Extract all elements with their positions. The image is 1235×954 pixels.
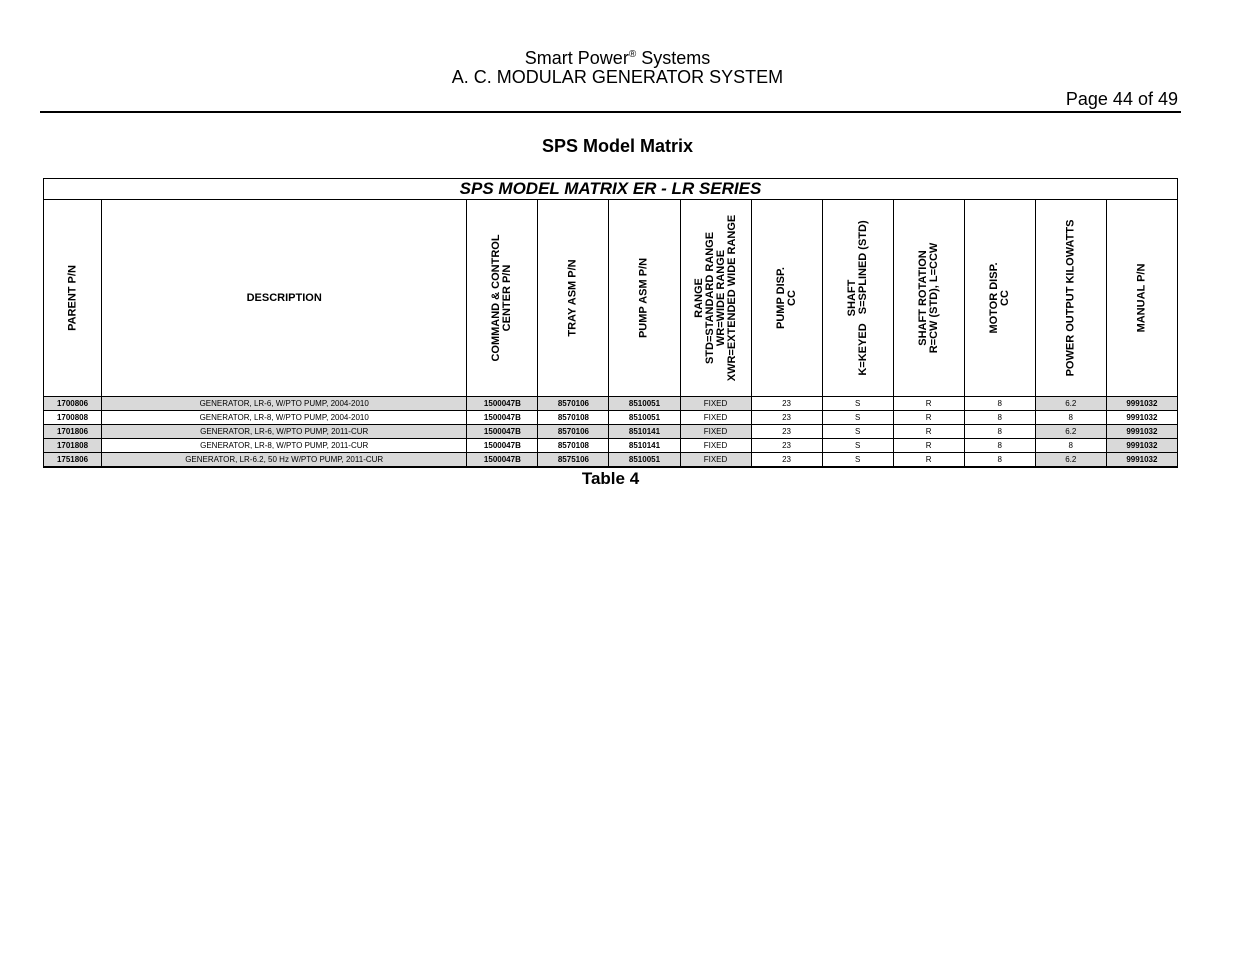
table-cell: 6.2 — [1035, 453, 1106, 468]
table-cell: 6.2 — [1035, 425, 1106, 439]
table-cell: R — [893, 439, 964, 453]
column-header-9 — [964, 200, 1035, 397]
column-header-label: SHAFT ROTATION R=CW (STD), L=CCW — [916, 242, 940, 354]
table-row — [44, 411, 1178, 425]
table-cell: 8570106 — [538, 397, 609, 411]
table-label: Table 4 — [581, 469, 640, 488]
document-title: SPS Model Matrix — [541, 136, 694, 156]
column-header-8 — [893, 200, 964, 397]
column-header-6 — [751, 200, 822, 397]
table-row — [44, 453, 1178, 468]
table-cell: S — [822, 425, 893, 439]
column-header-7 — [822, 200, 893, 397]
table-cell: S — [822, 453, 893, 468]
table-cell: 1500047B — [467, 397, 538, 411]
table-cell: 8 — [1035, 439, 1106, 453]
table-cell: 1701808 — [44, 439, 102, 453]
table-cell: 9991032 — [1106, 411, 1177, 425]
table-row — [44, 397, 1178, 411]
column-header-11 — [1106, 200, 1177, 397]
table-row — [44, 425, 1178, 439]
column-header-label: RANGE STD=STANDARD RANGE WR=WIDE RANGE XWR=EXTENDED WIDE RANGE — [692, 214, 738, 382]
table-cell: FIXED — [680, 425, 751, 439]
column-header-0 — [44, 200, 102, 397]
table-body — [44, 397, 1178, 468]
column-header-5 — [680, 200, 751, 397]
table-cell: 6.2 — [1035, 397, 1106, 411]
table-cell: 23 — [751, 411, 822, 425]
table-cell: S — [822, 397, 893, 411]
column-header-label: PARENT P/N — [66, 265, 79, 331]
table-cell: 1751806 — [44, 453, 102, 468]
column-header-1 — [102, 200, 467, 397]
table-cell: FIXED — [680, 453, 751, 468]
table-cell: 8575106 — [538, 453, 609, 468]
table-cell: 8510051 — [609, 453, 680, 468]
table-cell: S — [822, 439, 893, 453]
table-cell: 8510051 — [609, 397, 680, 411]
table-cell: GENERATOR, LR-8, W/PTO PUMP, 2004-2010 — [102, 411, 467, 425]
header-brand — [0, 45, 1235, 68]
table-cell: 9991032 — [1106, 453, 1177, 468]
table-cell: S — [822, 411, 893, 425]
column-header-10 — [1035, 200, 1106, 397]
table-cell: 8510051 — [609, 411, 680, 425]
table-cell: 8 — [964, 425, 1035, 439]
table-cell: 8 — [1035, 411, 1106, 425]
registered-mark: ® — [628, 49, 637, 60]
table-cell: 1500047B — [467, 411, 538, 425]
table-cell: FIXED — [680, 411, 751, 425]
column-header-3 — [538, 200, 609, 397]
table-cell: 23 — [751, 453, 822, 468]
table-cell: R — [893, 397, 964, 411]
header-subtitle: A. C. MODULAR GENERATOR SYSTEM — [451, 67, 784, 87]
table-cell: 8570108 — [538, 411, 609, 425]
column-header-label: POWER OUTPUT KILOWATTS — [1064, 219, 1077, 377]
table-cell: 8 — [964, 397, 1035, 411]
column-header-label: MOTOR DISP. CC — [987, 262, 1011, 334]
column-header-label: MANUAL P/N — [1135, 263, 1148, 333]
table-cell: R — [893, 411, 964, 425]
table-cell: 9991032 — [1106, 425, 1177, 439]
table-cell: R — [893, 453, 964, 468]
table-cell: 9991032 — [1106, 439, 1177, 453]
table-cell: 23 — [751, 397, 822, 411]
column-header-label: TRAY ASM P/N — [566, 259, 579, 337]
table-cell: 1700806 — [44, 397, 102, 411]
page-number: Page 44 of 49 — [1065, 89, 1178, 109]
table-cell: 1701806 — [44, 425, 102, 439]
table-cell: FIXED — [680, 439, 751, 453]
table-cell: 1500047B — [467, 439, 538, 453]
table-cell: FIXED — [680, 397, 751, 411]
table-cell: 23 — [751, 425, 822, 439]
table-cell: GENERATOR, LR-6, W/PTO PUMP, 2004-2010 — [102, 397, 467, 411]
column-header-4 — [609, 200, 680, 397]
brand-suffix: Systems — [636, 48, 711, 68]
table-cell: 8 — [964, 411, 1035, 425]
table-cell: 9991032 — [1106, 397, 1177, 411]
table-cell: R — [893, 425, 964, 439]
brand-name: Smart Power — [524, 48, 629, 68]
table-cell: 8510141 — [609, 439, 680, 453]
header-rule — [40, 111, 1181, 113]
model-matrix-table — [43, 178, 1178, 468]
table-cell: 1500047B — [467, 453, 538, 468]
table-cell: GENERATOR, LR-6.2, 50 Hz W/PTO PUMP, 2011-CUR — [102, 453, 467, 468]
column-header-row — [44, 200, 1178, 397]
column-header-label: PUMP ASM P/N — [637, 257, 650, 339]
table-cell: 23 — [751, 439, 822, 453]
table-cell: 8510141 — [609, 425, 680, 439]
table-caption: SPS MODEL MATRIX ER - LR SERIES — [44, 179, 1178, 200]
table-cell: GENERATOR, LR-6, W/PTO PUMP, 2011-CUR — [102, 425, 467, 439]
column-header-label: PUMP DISP. CC — [774, 267, 798, 329]
column-header-label: SHAFT K=KEYED S=SPLINED (STD) — [845, 220, 869, 376]
table-cell: GENERATOR, LR-8, W/PTO PUMP, 2011-CUR — [102, 439, 467, 453]
table-cell: 8570108 — [538, 439, 609, 453]
table-row — [44, 439, 1178, 453]
table-cell: 8 — [964, 453, 1035, 468]
table-cell: 1700808 — [44, 411, 102, 425]
column-header-2 — [467, 200, 538, 397]
table-cell: 8570106 — [538, 425, 609, 439]
column-header-label: DESCRIPTION — [246, 292, 322, 304]
table-cell: 1500047B — [467, 425, 538, 439]
column-header-label: COMMAND & CONTROL CENTER P/N — [490, 234, 514, 362]
table-cell: 8 — [964, 439, 1035, 453]
